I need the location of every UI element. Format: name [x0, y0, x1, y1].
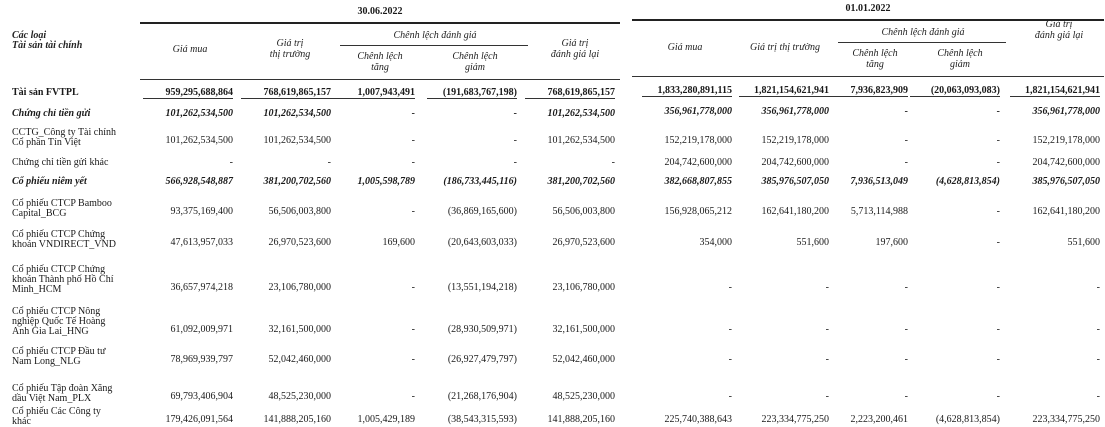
table-cell: -: [513, 108, 517, 119]
table-cell: 7,936,823,909: [850, 85, 908, 96]
table-cell: (26,927,479,797): [447, 354, 517, 365]
period-header-jan: 01.01.2022: [845, 3, 891, 14]
total-underline: [1010, 96, 1100, 97]
row-label: Chứng chỉ tiền gửi khác: [12, 157, 109, 168]
table-cell: -: [996, 135, 1000, 146]
table-cell: -: [728, 354, 732, 365]
row-label: Cổ phiếu CTCP Đầu tư: [12, 346, 106, 357]
table-cell: -: [1096, 354, 1100, 365]
table-cell: -: [904, 391, 908, 402]
jan-reval-header-2: đánh giá lại: [1034, 30, 1084, 41]
table-cell: 152,219,178,000: [1032, 135, 1100, 146]
total-underline: [325, 98, 415, 99]
table-cell: 36,657,974,218: [170, 282, 233, 293]
table-cell: -: [513, 135, 517, 146]
total-underline: [241, 98, 331, 99]
table-cell: 162,641,180,200: [1032, 206, 1100, 217]
table-cell: 23,106,780,000: [552, 282, 615, 293]
table-cell: -: [411, 324, 415, 335]
table-cell: 381,200,702,560: [547, 176, 615, 187]
total-underline: [427, 98, 517, 99]
table-cell: 768,619,865,157: [547, 87, 615, 98]
period-header-jun: 30.06.2022: [357, 6, 403, 17]
jun-diff-rule: [340, 45, 528, 46]
table-cell: (4,628,813,854): [935, 414, 1000, 425]
table-cell: -: [513, 157, 517, 168]
table-cell: -: [825, 324, 829, 335]
table-cell: (28,930,509,971): [447, 324, 517, 335]
table-cell: -: [411, 135, 415, 146]
table-cell: -: [728, 282, 732, 293]
table-cell: -: [411, 157, 415, 168]
table-cell: 204,742,600,000: [1032, 157, 1100, 168]
row-label: Nam Long_NLG: [12, 356, 81, 367]
table-cell: 69,793,406,904: [170, 391, 233, 402]
table-cell: -: [996, 354, 1000, 365]
jun-dec-header-1: Chênh lệch: [452, 51, 498, 62]
table-cell: -: [229, 157, 233, 168]
table-cell: (36,869,165,600): [447, 206, 517, 217]
table-cell: (4,628,813,854): [935, 176, 1000, 187]
table-cell: -: [904, 157, 908, 168]
jun-inc-header-1: Chênh lệch: [357, 51, 403, 62]
table-cell: 56,506,003,800: [552, 206, 615, 217]
table-cell: 101,262,534,500: [547, 108, 615, 119]
table-cell: -: [825, 391, 829, 402]
row-label: khác: [12, 416, 31, 427]
row-label: Cổ phiếu CTCP Chứng: [12, 229, 106, 240]
table-cell: 101,262,534,500: [165, 108, 233, 119]
table-cell: 566,928,548,887: [165, 176, 233, 187]
table-cell: 1,821,154,621,941: [1025, 85, 1100, 96]
table-cell: -: [825, 282, 829, 293]
jun-reval-header-1: Giá trị: [561, 38, 589, 49]
table-cell: -: [1096, 324, 1100, 335]
table-cell: -: [996, 237, 1000, 248]
jun-dec-header-2: giảm: [465, 62, 485, 73]
jun-diff-group-header: Chênh lệch đánh giá: [393, 30, 477, 41]
table-cell: 385,976,507,050: [761, 176, 829, 187]
total-underline: [525, 98, 615, 99]
total-underline: [642, 96, 732, 97]
table-cell: 141,888,205,160: [547, 414, 615, 425]
table-cell: 32,161,500,000: [268, 324, 331, 335]
jun-reval-header-2: đánh giá lại: [550, 49, 600, 60]
table-cell: -: [996, 106, 1000, 117]
row-label: dầu Việt Nam_PLX: [12, 393, 92, 404]
table-cell: -: [904, 282, 908, 293]
table-cell: (186,733,445,116): [443, 176, 517, 187]
table-cell: -: [411, 206, 415, 217]
table-cell: 52,042,460,000: [268, 354, 331, 365]
row-label: Cổ phiếu niêm yết: [12, 176, 87, 187]
table-cell: 225,740,388,643: [664, 414, 732, 425]
table-cell: -: [904, 106, 908, 117]
total-underline: [910, 96, 1000, 97]
table-cell: 1,007,943,491: [357, 87, 415, 98]
table-cell: 356,961,778,000: [761, 106, 829, 117]
row-label: khoán VNDIRECT_VND: [12, 239, 116, 250]
row-label: Tài sản FVTPL: [12, 87, 79, 98]
period-rule-jun: [140, 22, 620, 24]
table-cell: 32,161,500,000: [552, 324, 615, 335]
table-cell: 382,668,807,855: [664, 176, 732, 187]
table-cell: (20,643,603,033): [447, 237, 517, 248]
table-cell: -: [411, 108, 415, 119]
table-cell: (20,063,093,083): [930, 85, 1000, 96]
jan-cost-header: Giá mua: [667, 42, 703, 53]
row-label: Capital_BCG: [12, 208, 67, 219]
table-cell: -: [1096, 282, 1100, 293]
table-cell: 26,970,523,600: [268, 237, 331, 248]
table-cell: 101,262,534,500: [263, 108, 331, 119]
table-cell: 47,613,957,033: [170, 237, 233, 248]
table-cell: 48,525,230,000: [268, 391, 331, 402]
table-cell: 1,833,280,891,115: [657, 85, 732, 96]
table-cell: -: [611, 157, 615, 168]
table-cell: -: [996, 282, 1000, 293]
jan-dec-header-1: Chênh lệch: [937, 48, 983, 59]
table-cell: 7,936,513,049: [850, 176, 908, 187]
table-cell: 48,525,230,000: [552, 391, 615, 402]
jan-diff-group-header: Chênh lệch đánh giá: [881, 27, 965, 38]
table-cell: 959,295,688,864: [165, 87, 233, 98]
table-cell: 223,334,775,250: [1032, 414, 1100, 425]
table-cell: -: [825, 354, 829, 365]
header-rule-jan: [632, 76, 1104, 77]
table-cell: -: [996, 157, 1000, 168]
row-label-header: Các loại: [12, 30, 47, 41]
table-cell: 78,969,939,797: [170, 354, 233, 365]
jan-market-header: Giá trị thị trường: [750, 42, 820, 53]
table-cell: (38,543,315,593): [447, 414, 517, 425]
jan-reval-header-1: Giá trị: [1045, 19, 1073, 30]
table-cell: 5,713,114,988: [850, 206, 908, 217]
row-label: Cổ phiếu Tập đoàn Xăng: [12, 383, 113, 394]
table-cell: 141,888,205,160: [263, 414, 331, 425]
table-cell: 223,334,775,250: [761, 414, 829, 425]
row-label: khoán Thành phố Hồ Chí: [12, 274, 114, 285]
header-rule-jun: [140, 79, 620, 80]
row-label: nghiệp Quốc Tế Hoàng: [12, 316, 106, 327]
row-label-header-2: Tài sản tài chính: [12, 40, 83, 51]
table-cell: 197,600: [875, 237, 908, 248]
table-cell: 162,641,180,200: [761, 206, 829, 217]
table-cell: 52,042,460,000: [552, 354, 615, 365]
table-cell: (21,268,176,904): [447, 391, 517, 402]
jun-inc-header-2: tăng: [371, 62, 389, 73]
table-cell: 93,375,169,400: [170, 206, 233, 217]
row-label: Cổ phiếu CTCP Nông: [12, 306, 101, 317]
table-cell: 23,106,780,000: [268, 282, 331, 293]
table-cell: -: [411, 354, 415, 365]
table-cell: -: [996, 324, 1000, 335]
table-cell: 1,821,154,621,941: [754, 85, 829, 96]
table-cell: -: [728, 391, 732, 402]
row-label: Cổ phiếu CTCP Bamboo: [12, 198, 112, 209]
table-cell: 354,000: [699, 237, 732, 248]
table-cell: -: [904, 354, 908, 365]
table-cell: 61,092,009,971: [170, 324, 233, 335]
table-cell: 1,005,598,789: [357, 176, 415, 187]
row-label: Cổ phiếu Các Công ty: [12, 406, 101, 417]
table-cell: 152,219,178,000: [664, 135, 732, 146]
row-label: Minh_HCM: [12, 284, 62, 295]
table-cell: 204,742,600,000: [664, 157, 732, 168]
jun-market-header-1: Giá trị: [276, 38, 304, 49]
table-cell: 156,928,065,212: [664, 206, 732, 217]
table-cell: -: [904, 135, 908, 146]
jan-inc-header-1: Chênh lệch: [852, 48, 898, 59]
total-underline: [818, 96, 908, 97]
jun-market-header-2: thị trường: [269, 49, 311, 60]
jan-inc-header-2: tăng: [866, 59, 884, 70]
row-label: Anh Gia Lai_HNG: [12, 326, 89, 337]
table-cell: 356,961,778,000: [664, 106, 732, 117]
table-cell: 551,600: [796, 237, 829, 248]
row-label: CCTG_Công ty Tài chính: [12, 127, 116, 138]
table-cell: (13,551,194,218): [447, 282, 517, 293]
table-cell: 356,961,778,000: [1032, 106, 1100, 117]
table-cell: 101,262,534,500: [263, 135, 331, 146]
table-cell: 381,200,702,560: [263, 176, 331, 187]
table-cell: 551,600: [1067, 237, 1100, 248]
table-cell: -: [327, 157, 331, 168]
table-cell: 204,742,600,000: [761, 157, 829, 168]
row-label: Cổ phiếu CTCP Chứng: [12, 264, 106, 275]
jan-dec-header-2: giảm: [950, 59, 970, 70]
table-cell: -: [728, 324, 732, 335]
table-cell: 768,619,865,157: [263, 87, 331, 98]
row-label: Chứng chỉ tiền gửi: [12, 108, 91, 119]
table-cell: 2,223,200,461: [850, 414, 908, 425]
table-cell: -: [904, 324, 908, 335]
total-underline: [739, 96, 829, 97]
table-cell: 385,976,507,050: [1032, 176, 1100, 187]
table-cell: (191,683,767,198): [442, 87, 517, 98]
jun-cost-header: Giá mua: [172, 44, 208, 55]
table-cell: 169,600: [382, 237, 415, 248]
table-cell: 1,005,429,189: [357, 414, 415, 425]
total-underline: [143, 98, 233, 99]
table-cell: 101,262,534,500: [547, 135, 615, 146]
table-cell: -: [996, 391, 1000, 402]
table-cell: -: [411, 282, 415, 293]
table-cell: -: [1096, 391, 1100, 402]
row-label: Cổ phần Tín Việt: [12, 137, 81, 148]
table-cell: 101,262,534,500: [165, 135, 233, 146]
table-cell: 56,506,003,800: [268, 206, 331, 217]
table-cell: 152,219,178,000: [761, 135, 829, 146]
jan-diff-rule: [838, 42, 1006, 43]
table-cell: 26,970,523,600: [552, 237, 615, 248]
table-cell: 179,426,091,564: [165, 414, 233, 425]
table-cell: -: [996, 206, 1000, 217]
table-cell: -: [411, 391, 415, 402]
